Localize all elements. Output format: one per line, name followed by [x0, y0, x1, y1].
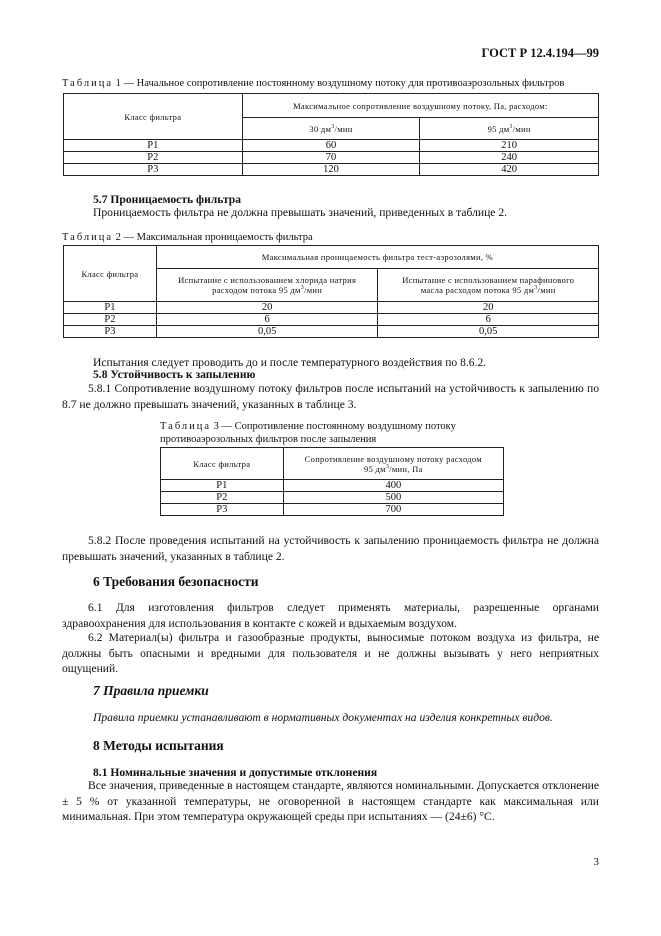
table1-col-group: Максимальное сопротивление воздушному потоку, Па, расходом: [242, 94, 598, 118]
table-cell: 500 [283, 492, 503, 504]
table1-col-a-post: /мин [334, 123, 353, 134]
table-cell: 20 [156, 302, 378, 314]
table3-col-value [283, 448, 503, 480]
table3-col-value-post: /мин, Па [389, 463, 423, 474]
table1-caption-prefix: Таблица [62, 78, 114, 89]
s58-heading: 5.8 Устойчивость к запылению [93, 368, 256, 381]
table-cell: 70 [242, 152, 420, 164]
table-cell: 0,05 [378, 326, 599, 338]
table-cell: 6 [156, 314, 378, 326]
table-cell: 210 [420, 140, 599, 152]
table3-caption-num: 3 [213, 421, 219, 432]
s57-text: Проницаемость фильтра не должна превышать значений, приведенных в таблице 2. [93, 206, 508, 219]
table2-col-a-line2: расходом потока 95 дм [212, 285, 301, 295]
table-cell: 420 [420, 164, 599, 176]
table2-col-a-line1: Испытание с использованием хлорида натрия [178, 275, 357, 285]
table2-col-b-sup: 3 [534, 285, 538, 292]
table-cell: 0,05 [156, 326, 378, 338]
table-cell: 60 [242, 140, 420, 152]
table3-col-value-sup: 3 [385, 463, 390, 470]
table-cell: 240 [420, 152, 599, 164]
table1-caption-text: — Начальное сопротивление постоянному воздушному потоку для противоаэрозольных фильтров [123, 78, 565, 89]
s58-p1: 5.8.1 Сопротивление воздушному потоку фильтров после испытаний на устойчивость к запылению по 8.7 не должно превышать значений, указанных в таблице 3. [62, 382, 599, 411]
table3-caption-line1: — Сопротивление постоянному воздушному потоку [221, 421, 456, 432]
table-cell: P2 [64, 314, 157, 326]
table1-col-b [420, 118, 599, 140]
table1-col-a-pre: 30 дм [309, 123, 332, 134]
table1-caption-num: 1 [115, 78, 121, 89]
table1-col-b-pre: 95 дм [487, 123, 510, 134]
table-cell: 6 [378, 314, 599, 326]
table1-col-a-sup: 3 [331, 123, 335, 130]
table1-col-class: Класс фильтра [64, 94, 243, 140]
table-cell: 120 [242, 164, 420, 176]
page-number: 3 [593, 856, 599, 868]
table1 [63, 93, 599, 176]
s58-p2: 5.8.2 После проведения испытаний на устойчивость к запылению проницаемость фильтра не должна превышать значений, указанных в таблице 2. [62, 534, 599, 563]
table1-col-a [242, 118, 420, 140]
table2-col-b [378, 269, 599, 302]
document-header: ГОСТ Р 12.4.194—99 [481, 46, 599, 60]
table2 [63, 245, 599, 338]
table3-col-value-line1: Сопротивление воздушному потоку расходом [304, 453, 482, 464]
table1-caption [62, 78, 564, 89]
table-cell: P3 [64, 326, 157, 338]
table2-col-group: Максимальная проницаемость фильтра тест-аэрозолями, % [156, 246, 598, 269]
table2-col-a [156, 269, 378, 302]
table1-col-b-sup: 3 [509, 123, 513, 130]
tests-note: Испытания следует проводить до и после температурного воздействия по 8.6.2. [93, 356, 487, 369]
table-cell: P2 [64, 152, 243, 164]
table-cell: P2 [161, 492, 284, 504]
s6-heading: 6 Требования безопасности [93, 574, 259, 589]
table-cell: P1 [64, 140, 243, 152]
s7-text: Правила приемки устанавливают в нормативных документах на изделия конкретных видов. [93, 711, 553, 724]
table-cell: P1 [161, 480, 284, 492]
table-cell: P3 [161, 504, 284, 516]
s8-text: Все значения, приведенные в настоящем стандарте, являются номинальными. Допускается отклонение ± 5 % от указанной температуры, не оговоренной в настоящем стандарте как максимальная или минимальная. При этом температура окружающей среды при испытаниях — (24±6) °С. [62, 779, 599, 823]
s7-heading: 7 Правила приемки [93, 683, 209, 698]
table-cell: P1 [64, 302, 157, 314]
table2-col-b-line2: масла расходом потока 95 дм [420, 285, 535, 295]
table3-caption [160, 421, 456, 446]
s6-p2: 6.2 Материал(ы) фильтра и газообразные продукты, выносимые потоком воздуха из фильтра, не должны быть опасными и вредными для пользователя и не должны вызывать у него неприятных ощущений. [62, 631, 599, 675]
table2-caption-num: 2 [115, 232, 121, 243]
table2-col-a-post: /мин [304, 285, 323, 295]
table2-caption-prefix: Таблица [62, 232, 114, 243]
table-cell: P3 [64, 164, 243, 176]
table2-col-b-post: /мин [537, 285, 556, 295]
table2-caption [62, 232, 313, 243]
table2-col-class: Класс фильтра [64, 246, 157, 302]
table2-caption-text: — Максимальная проницаемость фильтра [123, 232, 313, 243]
table3-col-class: Класс фильтра [161, 448, 284, 480]
table3 [160, 447, 504, 516]
s8-heading: 8 Методы испытания [93, 738, 224, 753]
table3-col-value-line2: 95 дм [364, 463, 386, 474]
table-cell: 20 [378, 302, 599, 314]
s6-p1: 6.1 Для изготовления фильтров следует применять материалы, разрешенные органами здравоохранения для использования в контакте с кожей и вдыхаемым воздухом. [62, 601, 599, 630]
s57-heading: 5.7 Проницаемость фильтра [93, 193, 242, 206]
table-cell: 700 [283, 504, 503, 516]
table1-col-b-post: /мин [512, 123, 531, 134]
table2-col-b-line1: Испытание с использованием парафинового [402, 275, 575, 285]
table3-caption-prefix: Таблица [160, 421, 212, 432]
table-cell: 400 [283, 480, 503, 492]
table3-caption-line2: противоаэрозольных фильтров после запыления [160, 433, 377, 445]
table2-col-a-sup: 3 [300, 285, 305, 292]
s8-sub: 8.1 Номинальные значения и допустимые отклонения [93, 766, 378, 779]
